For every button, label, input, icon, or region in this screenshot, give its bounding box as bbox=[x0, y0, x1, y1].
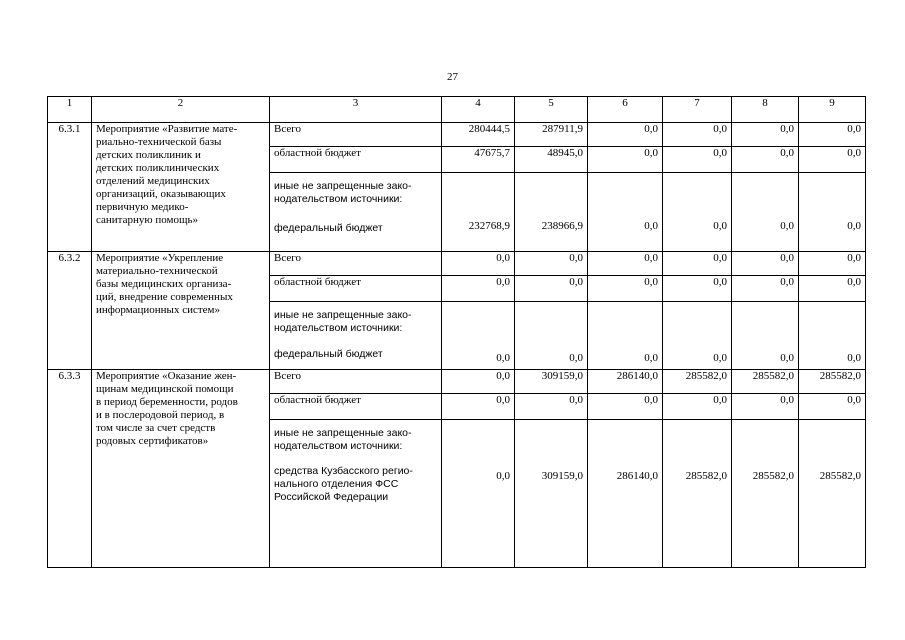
value-cell: 309159,0 bbox=[515, 420, 588, 568]
title-line: и в послеродовой период, в bbox=[96, 409, 225, 421]
header-cell: 7 bbox=[663, 97, 732, 123]
title-line: том числе за счет средств bbox=[96, 422, 216, 434]
value-cell: 0,0 bbox=[515, 394, 588, 420]
title-line: щинам медицинской помощи bbox=[96, 383, 234, 395]
value-cell: 285582,0 bbox=[732, 420, 799, 568]
measure-title bbox=[92, 123, 270, 252]
title-line: информационных систем» bbox=[96, 304, 220, 316]
value-cell: 0,0 bbox=[732, 276, 799, 302]
title-line: в период беременности, родов bbox=[96, 396, 238, 408]
title-line: детских поликлиник и bbox=[96, 149, 201, 161]
table-row bbox=[48, 370, 866, 394]
value-cell: 0,0 bbox=[588, 276, 663, 302]
value-cell: 0,0 bbox=[799, 252, 866, 276]
header-cell: 6 bbox=[588, 97, 663, 123]
value-cell: 48945,0 bbox=[515, 147, 588, 173]
value-cell: 285582,0 bbox=[799, 420, 866, 568]
measure-code: 6.3.1 bbox=[48, 123, 92, 252]
source-label-other bbox=[270, 420, 442, 568]
source-label: областной бюджет bbox=[270, 394, 442, 420]
value-cell: 0,0 bbox=[663, 302, 732, 370]
value-cell: 286140,0 bbox=[588, 370, 663, 394]
value-cell: 0,0 bbox=[799, 302, 866, 370]
value-cell: 0,0 bbox=[442, 302, 515, 370]
value-cell: 0,0 bbox=[588, 252, 663, 276]
title-line: Мероприятие «Оказание жен- bbox=[96, 370, 237, 382]
value-cell: 0,0 bbox=[442, 394, 515, 420]
value-cell: 309159,0 bbox=[515, 370, 588, 394]
value-cell: 285582,0 bbox=[732, 370, 799, 394]
value-cell: 0,0 bbox=[588, 147, 663, 173]
title-line: ций, внедрение современных bbox=[96, 291, 233, 303]
source-label: областной бюджет bbox=[270, 147, 442, 173]
title-line: организаций, оказывающих bbox=[96, 188, 226, 200]
value-cell: 0,0 bbox=[515, 252, 588, 276]
value-cell: 47675,7 bbox=[442, 147, 515, 173]
value-cell: 0,0 bbox=[732, 302, 799, 370]
value-cell: 0,0 bbox=[799, 173, 866, 252]
value-cell: 0,0 bbox=[732, 394, 799, 420]
value-cell: 0,0 bbox=[442, 252, 515, 276]
value-cell: 232768,9 bbox=[442, 173, 515, 252]
title-line: детских поликлинических bbox=[96, 162, 220, 174]
header-cell: 4 bbox=[442, 97, 515, 123]
value-cell: 285582,0 bbox=[663, 370, 732, 394]
header-cell: 8 bbox=[732, 97, 799, 123]
table-header-row bbox=[48, 97, 866, 123]
header-cell: 5 bbox=[515, 97, 588, 123]
source-sub-line: Российской Федерации bbox=[274, 491, 389, 503]
value-cell: 0,0 bbox=[588, 173, 663, 252]
value-cell: 280444,5 bbox=[442, 123, 515, 147]
source-line: иные не запрещенные зако- bbox=[274, 427, 412, 439]
source-label: Всего bbox=[270, 123, 442, 147]
value-cell: 0,0 bbox=[799, 394, 866, 420]
value-cell: 0,0 bbox=[515, 302, 588, 370]
measure-title bbox=[92, 252, 270, 370]
header-cell: 1 bbox=[48, 97, 92, 123]
source-line: нодательством источники: bbox=[274, 193, 403, 205]
header-cell: 2 bbox=[92, 97, 270, 123]
title-line: Мероприятие «Укрепление bbox=[96, 252, 224, 264]
value-cell: 0,0 bbox=[663, 276, 732, 302]
title-line: базы медицинских организа- bbox=[96, 278, 232, 290]
source-label: Всего bbox=[270, 252, 442, 276]
header-cell: 9 bbox=[799, 97, 866, 123]
title-line: первичную медико- bbox=[96, 201, 189, 213]
source-line: нодательством источники: bbox=[274, 440, 403, 452]
value-cell: 0,0 bbox=[732, 147, 799, 173]
value-cell: 0,0 bbox=[588, 394, 663, 420]
value-cell: 0,0 bbox=[799, 123, 866, 147]
value-cell: 285582,0 bbox=[663, 420, 732, 568]
source-sub-line: федеральный бюджет bbox=[274, 348, 383, 360]
value-cell: 0,0 bbox=[588, 123, 663, 147]
title-line: материально-технической bbox=[96, 265, 218, 277]
table-row bbox=[48, 252, 866, 276]
table-row bbox=[48, 123, 866, 147]
value-cell: 287911,9 bbox=[515, 123, 588, 147]
source-line: иные не запрещенные зако- bbox=[274, 180, 412, 192]
source-label-other bbox=[270, 173, 442, 252]
value-cell: 0,0 bbox=[732, 123, 799, 147]
measure-title bbox=[92, 370, 270, 568]
value-cell: 0,0 bbox=[442, 276, 515, 302]
value-cell: 0,0 bbox=[799, 147, 866, 173]
title-line: родовых сертификатов» bbox=[96, 435, 209, 447]
value-cell: 0,0 bbox=[515, 276, 588, 302]
value-cell: 0,0 bbox=[663, 394, 732, 420]
title-line: отделений медицинских bbox=[96, 175, 210, 187]
value-cell: 0,0 bbox=[799, 276, 866, 302]
source-line: нодательством источники: bbox=[274, 322, 403, 334]
value-cell: 0,0 bbox=[442, 420, 515, 568]
value-cell: 286140,0 bbox=[588, 420, 663, 568]
value-cell: 0,0 bbox=[663, 252, 732, 276]
value-cell: 0,0 bbox=[732, 173, 799, 252]
title-line: риально-технической базы bbox=[96, 136, 222, 148]
value-cell: 0,0 bbox=[588, 302, 663, 370]
source-label: Всего bbox=[270, 370, 442, 394]
page-number: 27 bbox=[447, 71, 458, 83]
measure-code: 6.3.2 bbox=[48, 252, 92, 370]
funding-table bbox=[47, 96, 866, 568]
title-line: санитарную помощь» bbox=[96, 214, 198, 226]
value-cell: 285582,0 bbox=[799, 370, 866, 394]
value-cell: 0,0 bbox=[442, 370, 515, 394]
source-sub-line: средства Кузбасского регио- bbox=[274, 465, 413, 477]
source-line: иные не запрещенные зако- bbox=[274, 309, 412, 321]
value-cell: 238966,9 bbox=[515, 173, 588, 252]
value-cell: 0,0 bbox=[663, 173, 732, 252]
value-cell: 0,0 bbox=[663, 147, 732, 173]
measure-code: 6.3.3 bbox=[48, 370, 92, 568]
header-cell: 3 bbox=[270, 97, 442, 123]
source-label-other bbox=[270, 302, 442, 370]
source-sub-line: нального отделения ФСС bbox=[274, 478, 399, 490]
source-sub-line: федеральный бюджет bbox=[274, 222, 383, 234]
value-cell: 0,0 bbox=[732, 252, 799, 276]
source-label: областной бюджет bbox=[270, 276, 442, 302]
value-cell: 0,0 bbox=[663, 123, 732, 147]
title-line: Мероприятие «Развитие мате- bbox=[96, 123, 238, 135]
